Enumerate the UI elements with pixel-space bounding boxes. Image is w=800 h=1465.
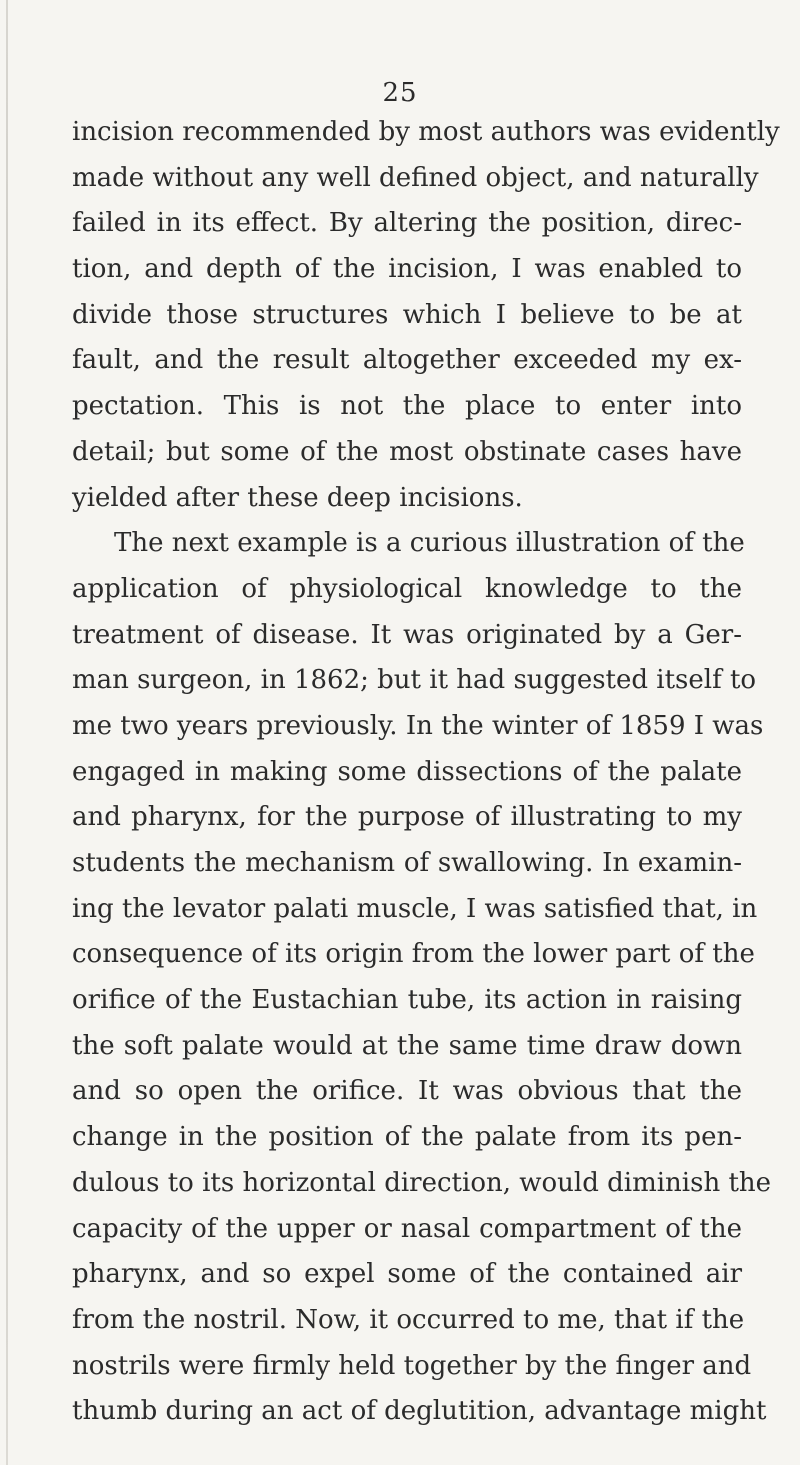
text-line: and so open the orifice. It was obvious that the — [72, 1076, 742, 1107]
text-line: me two years previously. In the winter of 1859 I was — [72, 710, 764, 741]
text-line: man surgeon, in 1862; but it had suggested itself to — [72, 665, 757, 696]
text-line: tion, and depth of the incision, I was enabled to — [72, 254, 742, 285]
text-line: change in the position of the palate from its pen- — [72, 1122, 742, 1153]
text-line: students the mechanism of swallowing. In examin- — [72, 848, 742, 878]
text-line: nostrils were firmly held together by the finger and — [72, 1350, 752, 1381]
text-line: detail; but some of the most obstinate cases have — [72, 436, 742, 467]
text-line: failed in its effect. By altering the position, direc- — [72, 208, 742, 239]
text-line: fault, and the result altogether exceeded my ex- — [72, 345, 742, 376]
text-line: treatment of disease. It was originated by a Ger- — [72, 619, 742, 650]
text-line: made without any well defined object, and naturally — [72, 162, 759, 193]
text-line: from the nostril. Now, it occurred to me, that if the — [72, 1304, 745, 1335]
text-line: and pharynx, for the purpose of illustrating to my — [72, 802, 742, 833]
text-line: application of physiological knowledge to the — [72, 573, 742, 604]
text-line: incision recommended by most authors was evidently — [72, 117, 780, 147]
text-line: capacity of the upper or nasal compartment of the — [72, 1213, 742, 1244]
text-line: pharynx, and so expel some of the contained air — [72, 1259, 742, 1290]
text-line: ing the levator palati muscle, I was satisfied that, in — [72, 893, 758, 924]
text-line: thumb during an act of deglutition, advantage might — [72, 1396, 767, 1427]
text-line: pectation. This is not the place to enter into — [72, 391, 742, 422]
body-text — [72, 110, 780, 1435]
text-line: consequence of its origin from the lower part of the — [72, 939, 755, 970]
text-line: dulous to its horizontal direction, would diminish the — [72, 1167, 772, 1198]
page-binding-edge — [6, 0, 8, 1465]
text-line: divide those structures which I believe to be at — [72, 299, 742, 330]
text-line: orifice of the Eustachian tube, its action in raising — [72, 985, 742, 1016]
paragraph-start-line: The next example is a curious illustration of the — [114, 528, 745, 559]
text-line: the soft palate would at the same time draw down — [72, 1030, 742, 1061]
text-line: yielded after these deep incisions. — [72, 482, 523, 513]
page-number: 25 — [382, 78, 418, 108]
text-line: engaged in making some dissections of the palate — [72, 756, 742, 787]
